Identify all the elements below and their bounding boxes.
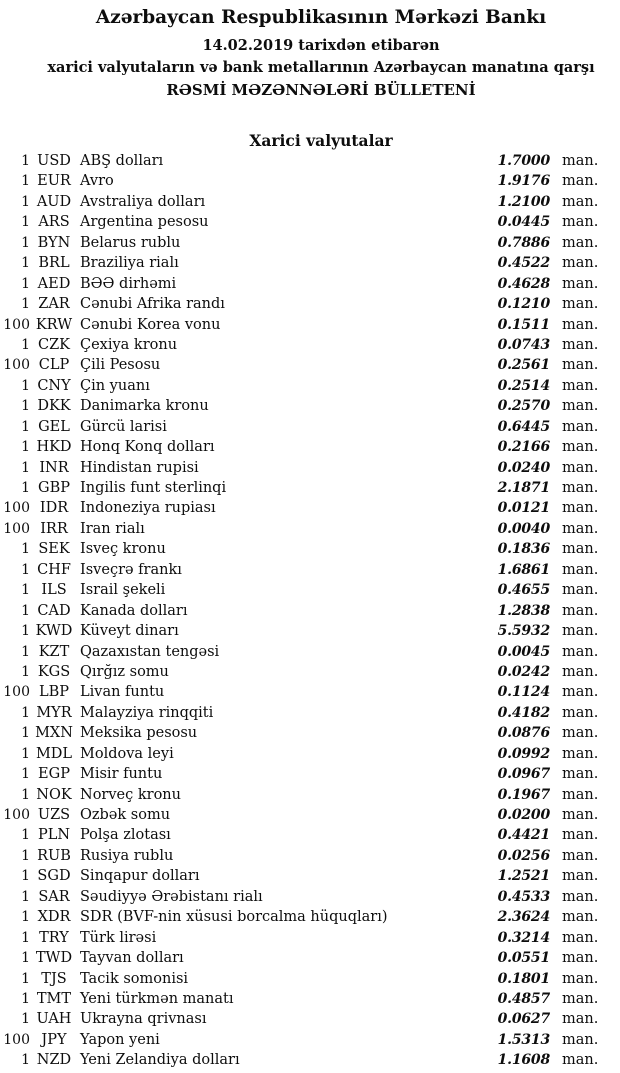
currency-quantity: 1 bbox=[21, 1011, 30, 1028]
currency-name: Livan funtu bbox=[80, 684, 165, 701]
currency-code: CHF bbox=[37, 561, 71, 578]
currency-quantity: 1 bbox=[21, 582, 30, 599]
rate-row bbox=[0, 235, 620, 255]
rate-row bbox=[0, 419, 620, 439]
unit-label: man. bbox=[562, 847, 599, 864]
currency-code: INR bbox=[39, 459, 69, 476]
rate-row bbox=[0, 868, 620, 888]
currency-quantity: 1 bbox=[21, 561, 30, 578]
rate-value: 0.0627 bbox=[497, 1011, 550, 1028]
currency-quantity: 1 bbox=[21, 827, 30, 844]
currency-quantity: 1 bbox=[21, 193, 30, 210]
currency-name: Braziliya rialı bbox=[80, 255, 179, 272]
rate-row bbox=[0, 480, 620, 500]
currency-name: Cənubi Korea vonu bbox=[80, 316, 221, 333]
rate-value: 0.4628 bbox=[497, 275, 550, 292]
currency-code: CNY bbox=[37, 377, 71, 394]
currency-quantity: 1 bbox=[21, 990, 30, 1007]
currency-quantity: 1 bbox=[21, 173, 30, 190]
rate-row bbox=[0, 1011, 620, 1031]
unit-label: man. bbox=[562, 336, 599, 353]
rate-value: 0.0256 bbox=[497, 847, 550, 864]
currency-quantity: 1 bbox=[21, 970, 30, 987]
unit-label: man. bbox=[562, 950, 599, 967]
rate-value: 0.3214 bbox=[497, 929, 550, 946]
currency-quantity: 1 bbox=[21, 663, 30, 680]
unit-label: man. bbox=[562, 623, 599, 640]
unit-label: man. bbox=[562, 643, 599, 660]
unit-label: man. bbox=[562, 418, 599, 435]
rate-row bbox=[0, 991, 620, 1011]
currency-name: SDR (BVF-nin xüsusi borcalma hüquqları) bbox=[80, 909, 388, 926]
rate-value: 0.0967 bbox=[497, 766, 550, 783]
currency-code: DKK bbox=[37, 398, 71, 415]
currency-quantity: 1 bbox=[21, 745, 30, 762]
currency-quantity: 1 bbox=[21, 950, 30, 967]
currency-name: Özbək somu bbox=[80, 807, 171, 823]
rate-row bbox=[0, 541, 620, 561]
currency-name: Tacik somonisi bbox=[80, 970, 189, 987]
currency-name: İsveç kronu bbox=[80, 541, 166, 558]
currency-quantity: 1 bbox=[21, 153, 30, 169]
currency-code: TWD bbox=[35, 950, 73, 967]
rate-value: 0.4522 bbox=[497, 255, 550, 272]
currency-quantity: 1 bbox=[21, 888, 30, 905]
currency-name: İsveçrə frankı bbox=[80, 561, 182, 578]
rate-row bbox=[0, 603, 620, 623]
rate-row bbox=[0, 582, 620, 602]
currency-code: USD bbox=[37, 153, 71, 169]
rate-row bbox=[0, 684, 620, 704]
unit-label: man. bbox=[562, 398, 599, 415]
currency-code: GEL bbox=[38, 418, 70, 435]
rate-row bbox=[0, 746, 620, 766]
currency-name: Argentina pesosu bbox=[80, 214, 209, 231]
currency-name: Yapon yeni bbox=[80, 1031, 160, 1048]
unit-label: man. bbox=[562, 663, 599, 680]
rate-row bbox=[0, 1052, 620, 1072]
rate-value: 0.7886 bbox=[497, 234, 550, 251]
currency-name: Danimarka kronu bbox=[80, 398, 209, 415]
unit-label: man. bbox=[562, 234, 599, 251]
rate-row bbox=[0, 439, 620, 459]
currency-code: SEK bbox=[38, 541, 70, 558]
unit-label: man. bbox=[562, 480, 599, 496]
currency-quantity: 1 bbox=[21, 541, 30, 558]
effective-date-line: 14.02.2019 tarixdən etibarən bbox=[202, 37, 440, 54]
currency-quantity: 1 bbox=[21, 725, 30, 742]
currency-name: Qazaxıstan tengəsi bbox=[80, 643, 220, 660]
currency-name: Honq Konq dolları bbox=[80, 439, 215, 456]
unit-label: man. bbox=[562, 807, 599, 823]
rate-value: 1.7000 bbox=[497, 153, 550, 169]
rate-row bbox=[0, 950, 620, 970]
currency-code: KRW bbox=[35, 316, 73, 333]
currency-code: KZT bbox=[38, 643, 70, 660]
rate-value: 0.1124 bbox=[497, 684, 550, 701]
rate-row bbox=[0, 848, 620, 868]
rate-value: 0.0121 bbox=[497, 500, 550, 517]
currency-name: İngilis funt sterlinqi bbox=[80, 480, 227, 496]
currency-name: İsrail şekeli bbox=[80, 582, 166, 599]
rate-value: 0.1210 bbox=[497, 296, 550, 313]
currency-quantity: 1 bbox=[21, 418, 30, 435]
currency-code: KWD bbox=[35, 623, 73, 640]
currency-name: Rusiya rublu bbox=[80, 847, 174, 864]
currency-quantity: 1 bbox=[21, 255, 30, 272]
currency-name: Meksika pesosu bbox=[80, 725, 198, 742]
rate-value: 0.1801 bbox=[497, 970, 550, 987]
rate-value: 1.9176 bbox=[497, 173, 550, 190]
rate-value: 0.4655 bbox=[497, 582, 550, 599]
unit-label: man. bbox=[562, 500, 599, 517]
currency-code: ARS bbox=[38, 214, 70, 231]
rate-value: 0.0040 bbox=[497, 520, 550, 537]
rate-value: 0.0240 bbox=[497, 459, 550, 476]
rate-row bbox=[0, 827, 620, 847]
rate-row bbox=[0, 255, 620, 275]
currency-quantity: 100 bbox=[3, 500, 30, 517]
bank-name-title: Azərbaycan Respublikasının Mərkəzi Bankı bbox=[95, 7, 547, 28]
unit-label: man. bbox=[562, 827, 599, 844]
currency-quantity: 1 bbox=[21, 214, 30, 231]
currency-quantity: 100 bbox=[3, 520, 30, 537]
currency-name: Gürcü larisi bbox=[80, 418, 167, 435]
rate-row bbox=[0, 909, 620, 929]
rate-row bbox=[0, 705, 620, 725]
currency-quantity: 1 bbox=[21, 847, 30, 864]
rate-row bbox=[0, 276, 620, 296]
rate-value: 0.0876 bbox=[497, 725, 550, 742]
currency-name: Kanada dolları bbox=[80, 602, 188, 619]
unit-label: man. bbox=[562, 1052, 599, 1069]
rate-row bbox=[0, 1032, 620, 1052]
rate-row bbox=[0, 337, 620, 357]
currency-name: Yeni Zelandiya dolları bbox=[80, 1052, 240, 1069]
currency-quantity: 1 bbox=[21, 868, 30, 885]
currency-name: Çexiya kronu bbox=[80, 336, 178, 353]
rate-row bbox=[0, 214, 620, 234]
rate-value: 1.1608 bbox=[497, 1052, 550, 1069]
currency-name: Sinqapur dolları bbox=[80, 868, 200, 885]
currency-name: Avro bbox=[80, 173, 114, 190]
currency-name: Misir funtu bbox=[80, 766, 163, 783]
currency-quantity: 1 bbox=[21, 704, 30, 721]
unit-label: man. bbox=[562, 520, 599, 537]
rate-value: 1.2100 bbox=[497, 193, 550, 210]
subtitle-line: xarici valyutaların və bank metallarının Azərbaycan manatına qarşı bbox=[47, 59, 595, 76]
currency-code: PLN bbox=[37, 827, 71, 844]
currency-code: NZD bbox=[36, 1052, 72, 1069]
currency-code: GBP bbox=[38, 480, 70, 496]
rate-value: 0.2166 bbox=[497, 439, 550, 456]
currency-code: BYN bbox=[37, 234, 71, 251]
rate-row bbox=[0, 930, 620, 950]
rate-row bbox=[0, 971, 620, 991]
currency-name: Tayvan dolları bbox=[80, 950, 184, 967]
unit-label: man. bbox=[562, 1011, 599, 1028]
currency-code: CAD bbox=[37, 602, 71, 619]
unit-label: man. bbox=[562, 214, 599, 231]
unit-label: man. bbox=[562, 786, 599, 803]
unit-label: man. bbox=[562, 296, 599, 313]
currency-code: NOK bbox=[36, 786, 72, 803]
unit-label: man. bbox=[562, 439, 599, 456]
unit-label: man. bbox=[562, 459, 599, 476]
currency-name: Türk lirəsi bbox=[80, 929, 157, 946]
currency-quantity: 100 bbox=[3, 807, 30, 823]
rate-value: 0.6445 bbox=[497, 418, 550, 435]
currency-quantity: 100 bbox=[3, 357, 30, 374]
rate-value: 0.0242 bbox=[497, 663, 550, 680]
unit-label: man. bbox=[562, 275, 599, 292]
currency-code: IRR bbox=[40, 520, 68, 537]
unit-label: man. bbox=[562, 153, 599, 169]
unit-label: man. bbox=[562, 561, 599, 578]
rate-row bbox=[0, 173, 620, 193]
currency-name: BƏƏ dirhəmi bbox=[80, 275, 177, 292]
currency-quantity: 1 bbox=[21, 336, 30, 353]
currency-code: XDR bbox=[37, 909, 71, 926]
unit-label: man. bbox=[562, 909, 599, 926]
unit-label: man. bbox=[562, 745, 599, 762]
rate-row bbox=[0, 644, 620, 664]
currency-code: CZK bbox=[37, 336, 70, 353]
rate-row bbox=[0, 725, 620, 745]
currency-name: ABŞ dolları bbox=[80, 153, 164, 169]
currency-code: AED bbox=[37, 275, 71, 292]
currency-name: Ukrayna qrivnası bbox=[80, 1011, 207, 1028]
unit-label: man. bbox=[562, 541, 599, 558]
unit-label: man. bbox=[562, 684, 599, 701]
rate-value: 0.0743 bbox=[497, 336, 550, 353]
currency-name: Norveç kronu bbox=[80, 786, 181, 803]
currency-code: TMT bbox=[36, 990, 72, 1007]
unit-label: man. bbox=[562, 173, 599, 190]
currency-code: CLP bbox=[38, 357, 70, 374]
rate-value: 1.2838 bbox=[497, 602, 550, 619]
rate-row bbox=[0, 664, 620, 684]
currency-quantity: 100 bbox=[3, 316, 30, 333]
rate-value: 0.2514 bbox=[497, 377, 550, 394]
unit-label: man. bbox=[562, 377, 599, 394]
currency-code: UZS bbox=[37, 807, 71, 823]
rate-row bbox=[0, 562, 620, 582]
currency-quantity: 1 bbox=[21, 439, 30, 456]
rate-row bbox=[0, 357, 620, 377]
currency-quantity: 1 bbox=[21, 643, 30, 660]
rate-row bbox=[0, 296, 620, 316]
rate-value: 0.4533 bbox=[497, 888, 550, 905]
currency-code: UAH bbox=[36, 1011, 72, 1028]
unit-label: man. bbox=[562, 582, 599, 599]
currency-name: Cənubi Afrika randı bbox=[80, 296, 225, 313]
currency-quantity: 100 bbox=[3, 1031, 30, 1048]
unit-label: man. bbox=[562, 929, 599, 946]
currency-code: HKD bbox=[36, 439, 72, 456]
currency-quantity: 1 bbox=[21, 1052, 30, 1069]
currency-name: Səudiyyə Ərəbistanı rialı bbox=[80, 888, 263, 905]
currency-name: Moldova leyi bbox=[80, 745, 174, 762]
currency-quantity: 1 bbox=[21, 459, 30, 476]
rate-value: 0.0445 bbox=[497, 214, 550, 231]
currency-name: İran rialı bbox=[80, 520, 145, 537]
rate-row bbox=[0, 317, 620, 337]
unit-label: man. bbox=[562, 255, 599, 272]
currency-name: Malayziya rinqqiti bbox=[80, 704, 214, 721]
rate-row bbox=[0, 521, 620, 541]
unit-label: man. bbox=[562, 193, 599, 210]
unit-label: man. bbox=[562, 990, 599, 1007]
currency-code: SGD bbox=[37, 868, 71, 885]
rate-value: 2.1871 bbox=[497, 480, 550, 496]
unit-label: man. bbox=[562, 970, 599, 987]
currency-quantity: 1 bbox=[21, 234, 30, 251]
currency-code: EGP bbox=[38, 766, 70, 783]
currency-code: SAR bbox=[38, 888, 70, 905]
rate-row bbox=[0, 807, 620, 827]
rate-row bbox=[0, 194, 620, 214]
rate-row bbox=[0, 766, 620, 786]
currency-quantity: 1 bbox=[21, 786, 30, 803]
unit-label: man. bbox=[562, 316, 599, 333]
currency-code: LBP bbox=[38, 684, 70, 701]
unit-label: man. bbox=[562, 704, 599, 721]
currency-code: MDL bbox=[35, 745, 73, 762]
unit-label: man. bbox=[562, 602, 599, 619]
currency-quantity: 1 bbox=[21, 480, 30, 496]
currency-name: İndoneziya rupiası bbox=[80, 500, 216, 517]
rate-row bbox=[0, 889, 620, 909]
unit-label: man. bbox=[562, 725, 599, 742]
rate-value: 5.5932 bbox=[497, 623, 550, 640]
rate-row bbox=[0, 398, 620, 418]
currency-code: AUD bbox=[36, 193, 72, 210]
unit-label: man. bbox=[562, 766, 599, 783]
currency-quantity: 1 bbox=[21, 296, 30, 313]
rate-value: 1.2521 bbox=[497, 868, 550, 885]
currency-code: TRY bbox=[39, 929, 69, 946]
rate-value: 0.1836 bbox=[497, 541, 550, 558]
rate-row bbox=[0, 500, 620, 520]
currency-name: Yeni türkmən manatı bbox=[80, 990, 234, 1007]
unit-label: man. bbox=[562, 868, 599, 885]
currency-quantity: 1 bbox=[21, 909, 30, 926]
rate-row bbox=[0, 460, 620, 480]
currency-quantity: 100 bbox=[3, 684, 30, 701]
rate-value: 0.1967 bbox=[497, 786, 550, 803]
rate-value: 2.3624 bbox=[497, 909, 550, 926]
currency-quantity: 1 bbox=[21, 398, 30, 415]
unit-label: man. bbox=[562, 888, 599, 905]
currency-code: TJS bbox=[41, 970, 67, 987]
currency-code: MXN bbox=[35, 725, 73, 742]
rate-value: 0.0551 bbox=[497, 950, 550, 967]
section-title-foreign-currencies: Xarici valyutalar bbox=[249, 131, 393, 150]
rate-value: 0.0200 bbox=[497, 807, 550, 823]
rate-value: 1.5313 bbox=[497, 1031, 550, 1048]
currency-name: Qırğız somu bbox=[80, 663, 169, 680]
rate-row bbox=[0, 623, 620, 643]
currency-code: KGS bbox=[37, 663, 71, 680]
rate-row bbox=[0, 153, 620, 173]
currency-code: JPY bbox=[41, 1031, 67, 1048]
rate-row bbox=[0, 378, 620, 398]
currency-code: ILS bbox=[41, 582, 67, 599]
bulletin-title-line: RƏSMİ MƏZƏNNƏLƏRİ BÜLLETENİ bbox=[166, 81, 476, 99]
currency-code: IDR bbox=[39, 500, 69, 517]
currency-quantity: 1 bbox=[21, 275, 30, 292]
currency-name: Polşa zlotası bbox=[80, 827, 171, 844]
currency-code: EUR bbox=[37, 173, 71, 190]
currency-code: RUB bbox=[37, 847, 71, 864]
currency-name: Küveyt dinarı bbox=[80, 623, 179, 640]
currency-name: Avstraliya dolları bbox=[80, 193, 206, 210]
currency-name: Çin yuanı bbox=[80, 377, 150, 394]
rate-row bbox=[0, 787, 620, 807]
rate-value: 0.1511 bbox=[497, 316, 550, 333]
currency-code: BRL bbox=[38, 255, 70, 272]
currency-code: MYR bbox=[36, 704, 72, 721]
bulletin-header bbox=[0, 6, 620, 100]
rate-value: 0.4421 bbox=[497, 827, 550, 844]
rates-table bbox=[0, 153, 620, 1073]
rate-value: 0.0992 bbox=[497, 745, 550, 762]
currency-quantity: 1 bbox=[21, 377, 30, 394]
currency-quantity: 1 bbox=[21, 766, 30, 783]
currency-name: Belarus rublu bbox=[80, 234, 181, 251]
rate-value: 0.4182 bbox=[497, 704, 550, 721]
rate-value: 0.0045 bbox=[497, 643, 550, 660]
currency-code: ZAR bbox=[38, 296, 70, 313]
currency-name: Hindistan rupisi bbox=[80, 459, 199, 476]
rate-value: 0.4857 bbox=[497, 990, 550, 1007]
rate-value: 0.2561 bbox=[497, 357, 550, 374]
currency-quantity: 1 bbox=[21, 929, 30, 946]
unit-label: man. bbox=[562, 357, 599, 374]
unit-label: man. bbox=[562, 1031, 599, 1048]
currency-name: Çili Pesosu bbox=[80, 357, 161, 374]
currency-quantity: 1 bbox=[21, 602, 30, 619]
currency-quantity: 1 bbox=[21, 623, 30, 640]
rate-value: 1.6861 bbox=[497, 561, 550, 578]
rate-value: 0.2570 bbox=[497, 398, 550, 415]
